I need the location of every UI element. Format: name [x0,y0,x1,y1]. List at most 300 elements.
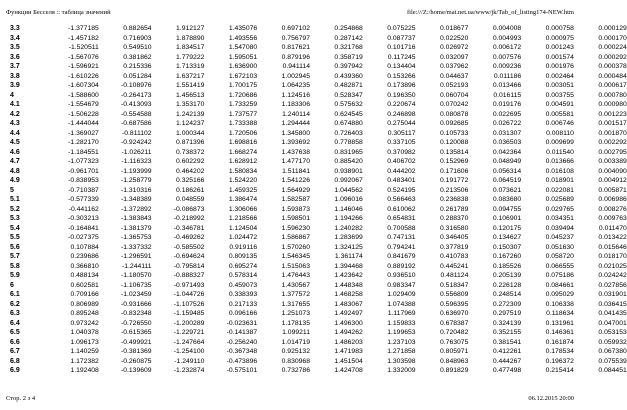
value-cell: 1.468258 [334,291,363,298]
value-cell: 1.580834 [228,167,258,175]
value-cell: 1.546345 [281,253,310,260]
value-cell: 0.287142 [334,34,363,42]
x-value-cell: 4.5 [10,139,20,146]
x-value-cell: 3.6 [10,53,20,61]
page-footer [6,394,574,404]
value-cell: -0.832348 [120,310,152,317]
value-cell: 0.101716 [387,44,416,51]
value-cell: 0.483401 [387,177,416,184]
x-value-cell: 5.5 [10,234,20,241]
value-cell: -1.506228 [68,110,99,118]
value-cell: 1.541226 [281,177,310,184]
table-row [8,214,627,224]
footer-datetime: 06.12.2015 20:00 [528,395,574,402]
value-cell: 0.830968 [281,357,310,365]
value-cell: 0.018170 [598,253,627,260]
value-cell: 0.882654 [123,25,152,32]
value-cell: 0.848963 [440,357,469,365]
value-cell: 0.026722 [492,120,522,127]
value-cell: 0.013466 [492,82,522,89]
value-cell: 0.146361 [545,329,574,336]
value-cell: 0.037962 [440,63,469,70]
table-row [8,43,627,53]
value-cell: 0.377819 [440,243,469,251]
value-cell: -0.086873 [173,205,205,213]
value-cell: 0.720482 [440,329,469,336]
value-cell: 0.039494 [545,224,574,232]
table-row [8,233,627,243]
table-row [8,366,627,376]
value-cell: 0.006746 [545,120,574,127]
value-cell: 1.237103 [387,338,416,346]
value-cell: 1.733388 [228,120,258,127]
value-cell: -0.575101 [226,367,258,374]
value-cell: 0.134627 [492,234,522,241]
value-cell: 1.194266 [334,215,363,222]
value-cell: 1.551419 [176,82,205,89]
value-cell: 0.026972 [440,44,469,51]
table-row [8,262,627,272]
value-cell: 0.756797 [281,34,310,42]
value-cell: 1.476443 [281,272,310,279]
value-cell: 0.261789 [440,205,469,213]
value-cell: 0.004008 [492,25,522,32]
value-cell: 0.288370 [440,215,469,222]
value-cell: 0.117245 [387,53,416,61]
value-cell: 0.032097 [440,53,469,61]
value-cell: 0.246898 [387,110,416,118]
value-cell: -1.232874 [173,367,205,374]
value-cell: 0.381541 [492,338,522,346]
value-cell: 1.014719 [281,338,310,346]
value-cell: -0.811102 [121,129,152,137]
value-cell: 0.029765 [545,205,574,213]
value-cell: 0.871396 [176,139,205,146]
value-cell: 0.009763 [598,215,627,222]
value-cell: 0.000224 [598,44,627,51]
value-cell: 0.477498 [492,367,522,374]
value-cell: 0.352155 [492,329,522,336]
value-cell: 0.019176 [492,101,522,108]
value-cell: 1.423642 [334,272,363,279]
value-cell: 0.096166 [228,310,258,317]
value-cell: 0.370982 [387,148,416,156]
table-row [8,81,627,91]
table-row [8,138,627,148]
x-value-cell: 4.4 [10,129,20,137]
value-cell: 1.515063 [281,262,310,270]
table-row [8,110,627,120]
value-cell: 0.236838 [440,196,469,203]
x-value-cell: 3.3 [10,25,20,32]
value-cell: 1.636900 [228,63,258,70]
value-cell: 1.700175 [228,82,258,89]
value-cell: 1.437638 [281,148,310,156]
x-value-cell: 4.1 [10,101,20,108]
value-cell: 0.008110 [546,129,574,137]
table-row [8,34,627,44]
x-value-cell: 6.1 [10,291,20,298]
value-cell: 0.067380 [598,348,627,355]
value-cell: 0.220674 [387,101,416,108]
value-cell: -1.044726 [173,291,205,298]
value-cell: 0.152969 [440,158,469,165]
value-cell: 0.015646 [598,243,627,251]
value-cell: 0.186261 [176,186,205,194]
value-cell: 0.084661 [545,281,574,289]
value-cell: 1.492497 [334,310,363,317]
value-cell: 1.448348 [334,281,363,289]
table-row [8,319,627,329]
table-row [8,252,627,262]
value-cell: -0.027375 [68,234,99,241]
value-cell: 1.172382 [70,357,99,365]
value-cell: -0.795814 [173,262,205,270]
value-cell: -1.229721 [173,329,205,336]
value-cell: -0.164841 [68,224,99,232]
value-cell: -0.381369 [120,348,152,355]
value-cell: 0.549510 [123,44,152,51]
value-cell: 0.000484 [598,72,627,80]
value-cell: -0.367348 [226,348,258,355]
value-cell: 0.624545 [334,110,363,118]
x-value-cell: 6.4 [10,319,20,327]
value-cell: 1.720506 [228,129,258,137]
table-row [8,53,627,63]
value-cell: 0.011540 [546,148,574,156]
value-cell: 0.439360 [334,72,363,80]
value-cell: -0.838953 [68,177,99,184]
value-cell: 0.045237 [545,234,574,241]
value-cell: 0.011470 [598,224,627,232]
value-cell: 1.424708 [334,367,363,374]
value-cell: 0.016115 [493,91,522,99]
value-cell: -0.585502 [173,243,205,251]
value-cell: -0.888327 [173,272,205,279]
value-cell: 0.992067 [334,177,363,184]
value-cell: 0.805971 [440,348,469,355]
table-row [8,148,627,158]
value-cell: 0.075186 [545,272,574,279]
value-cell: 0.002292 [598,139,627,146]
value-cell: 0.464202 [176,167,205,175]
value-cell: 0.602292 [176,158,205,165]
value-cell: 0.006172 [492,44,522,51]
x-value-cell: 4.9 [10,177,20,184]
value-cell: 1.361174 [334,253,363,260]
value-cell: 0.059932 [598,338,627,346]
table-row [8,357,627,367]
value-cell: 1.456513 [176,91,205,99]
value-cell: 0.305117 [387,129,416,137]
value-cell: 1.353170 [176,101,205,108]
value-cell: 1.271858 [387,348,416,355]
value-cell: 0.006986 [598,196,627,203]
value-cell: 0.001243 [545,44,574,51]
value-cell: 1.303598 [387,357,416,365]
value-cell: 1.317655 [281,300,310,308]
value-cell: 1.459325 [228,186,258,194]
value-cell: 0.879196 [281,53,310,61]
value-cell: 0.794241 [387,243,416,251]
value-cell: 1.096016 [334,196,363,203]
table-row [8,72,627,82]
value-cell: 1.242139 [176,110,205,118]
value-cell: 0.073621 [492,186,522,194]
value-cell: 0.000780 [598,91,627,99]
value-cell: 0.324139 [492,319,522,327]
value-cell: 1.586867 [281,234,310,241]
value-cell: -0.413093 [120,101,152,108]
value-cell: -1.310316 [120,186,152,194]
value-cell: -1.457182 [68,34,99,42]
value-cell: 0.052193 [440,82,469,89]
value-cell: 0.011186 [493,72,522,80]
value-cell: 1.040378 [70,329,99,336]
value-cell: 1.471983 [334,348,363,355]
x-value-cell: 3.7 [10,63,20,70]
value-cell: 1.064235 [281,82,310,89]
value-cell: -0.615365 [120,329,152,336]
table-row [8,129,627,139]
value-cell: 1.483067 [334,300,363,308]
value-cell: 0.009236 [492,63,522,70]
table-row [8,91,627,101]
table-row [8,62,627,72]
value-cell: 1.183306 [281,101,310,108]
value-cell: 1.074388 [387,300,416,308]
value-cell: -0.218992 [173,215,205,222]
value-cell: 1.192408 [70,367,99,374]
value-cell: 1.251073 [281,310,310,317]
value-cell: 1.493556 [228,34,258,42]
value-cell: -1.369027 [68,129,99,137]
value-cell: 0.064519 [492,177,522,184]
value-cell: 0.095029 [545,291,574,298]
value-cell: 0.358719 [334,53,363,61]
value-cell: 1.524220 [228,177,258,184]
x-value-cell: 5.9 [10,272,20,279]
value-cell: -1.337332 [120,243,152,251]
table-row [8,176,627,186]
value-cell: 1.628912 [228,158,258,165]
value-cell: 0.000170 [598,34,627,42]
value-cell: 0.004912 [598,177,627,184]
value-cell: 1.002945 [281,72,310,80]
value-cell: 0.084451 [598,367,627,374]
value-cell: -1.348389 [120,196,152,203]
value-cell: 0.709166 [70,291,99,298]
value-cell: 0.003755 [545,91,574,99]
value-cell: 0.058720 [545,253,574,260]
value-cell: 1.834517 [176,44,205,51]
value-cell: 0.254868 [334,25,363,32]
value-cell: -0.139609 [120,367,152,374]
value-cell: 0.042364 [492,148,522,156]
value-cell: 0.005871 [598,186,627,194]
value-cell: -0.726550 [120,319,152,327]
value-cell: 0.041435 [598,310,627,317]
x-value-cell: 4.7 [10,158,20,165]
value-cell: 0.575632 [334,101,363,108]
value-cell: -1.520511 [68,44,99,51]
value-cell: -1.244111 [121,262,152,270]
value-cell: 0.297519 [492,310,522,317]
value-cell: 0.167260 [492,253,522,260]
value-cell: 0.938901 [334,167,363,175]
value-cell: -1.377185 [68,25,99,32]
x-value-cell: 4.8 [10,167,20,175]
page-header [6,8,574,18]
value-cell: 0.518347 [440,281,469,289]
value-cell: 0.488134 [70,272,99,279]
value-cell: 0.005581 [545,110,574,118]
x-value-cell: 5.8 [10,262,20,270]
value-cell: 0.022081 [545,186,574,194]
value-cell: 0.809135 [228,253,258,260]
value-cell: 0.031901 [598,291,627,298]
value-cell: 0.459073 [228,281,258,289]
value-cell: -0.499921 [120,338,152,346]
value-cell: 0.000378 [598,63,627,70]
table-row [8,300,627,310]
value-cell: 1.593873 [281,205,310,213]
value-cell: 0.215414 [545,367,574,374]
value-cell: 0.013666 [545,158,574,165]
value-cell: 0.004993 [492,34,522,42]
value-cell: 1.737577 [228,110,258,118]
header-title: Функции Бесселя :: таблица значений [6,9,111,16]
value-cell: 1.345800 [281,129,310,137]
value-cell: 0.001976 [545,63,574,70]
value-cell: 0.481124 [440,272,469,279]
value-cell: 0.610062 [387,205,416,213]
x-value-cell: 3.8 [10,72,20,80]
value-cell: 0.118634 [546,310,574,317]
value-cell: -1.180570 [120,272,152,279]
value-cell: 0.021025 [598,262,627,270]
bessel-values-table [8,24,627,376]
value-cell: -0.260875 [120,357,152,365]
value-cell: 1.240114 [282,110,310,118]
x-value-cell: 3.4 [10,34,20,42]
value-cell: 1.024472 [228,234,258,241]
value-cell: 1.779222 [176,53,205,61]
value-cell: -0.971493 [173,281,205,289]
value-cell: 0.983347 [387,281,416,289]
value-cell: 0.316580 [440,224,469,232]
x-value-cell: 4.2 [10,110,20,118]
value-cell: 1.240282 [334,224,363,232]
x-value-cell: 5 [10,186,14,194]
value-cell: 0.083680 [492,196,522,203]
value-cell: 0.008276 [598,205,627,213]
value-cell: 0.196350 [387,91,416,99]
value-cell: 0.726403 [334,129,363,137]
value-cell: 0.337105 [387,139,416,146]
value-cell: 0.556809 [440,291,469,298]
table-row [8,347,627,357]
value-cell: 1.117969 [387,310,416,317]
value-cell: 0.248514 [492,291,522,298]
value-cell: 1.494262 [334,329,363,336]
value-cell: 0.738372 [176,148,205,156]
value-cell: 0.001223 [598,110,627,118]
value-cell: 0.075539 [598,357,627,365]
value-cell: 0.080878 [440,110,469,118]
value-cell: 1.435076 [228,25,258,32]
value-cell: 0.004090 [598,167,627,175]
value-cell: 0.636970 [440,310,469,317]
value-cell: 0.094755 [492,205,522,213]
value-cell: 0.070242 [440,101,469,108]
value-cell: -1.444044 [68,120,99,127]
value-cell: 0.321768 [334,44,363,51]
value-cell: 0.120175 [492,224,522,232]
value-cell: 0.034351 [545,215,574,222]
value-cell: 0.841679 [387,253,416,260]
value-cell: 1.377572 [281,291,310,298]
value-cell: 1.511841 [282,167,310,175]
value-cell: 0.732786 [281,367,310,374]
value-cell: 0.338393 [228,291,258,298]
value-cell: -0.108976 [120,82,152,89]
value-cell: -0.577339 [68,196,99,203]
value-cell: 0.831965 [334,148,363,156]
value-cell: 1.733259 [228,101,258,108]
value-cell: 0.001574 [545,53,574,61]
value-cell: -0.687586 [120,120,152,127]
x-value-cell: 5.7 [10,253,20,260]
value-cell: -0.346781 [173,224,205,232]
table-row [8,186,627,196]
value-cell: -1.249110 [174,357,205,365]
value-cell: -1.282170 [68,139,99,146]
value-cell: 0.654831 [387,215,416,222]
value-cell: 1.044562 [334,186,363,194]
table-row [8,119,627,129]
value-cell: 0.272309 [492,300,522,308]
value-cell: 0.191772 [440,177,469,184]
value-cell: 0.566463 [387,196,416,203]
table-body [8,24,627,376]
x-value-cell: 6.7 [10,348,20,355]
value-cell: -1.200289 [173,319,205,327]
value-cell: 0.366810 [70,262,99,270]
value-cell: 0.003389 [598,158,627,165]
value-cell: 0.973242 [70,319,99,327]
value-cell: 0.817621 [281,44,310,51]
table-row [8,338,627,348]
value-cell: -1.554679 [68,101,99,108]
x-value-cell: 4 [10,91,14,99]
value-cell: 0.066555 [545,262,574,270]
value-cell: 0.153266 [387,72,416,80]
value-cell: 0.036503 [492,139,522,146]
value-cell: 0.075225 [387,25,416,32]
table-row [8,157,627,167]
value-cell: 1.878890 [176,34,205,42]
value-cell: 1.713319 [176,63,205,70]
x-value-cell: 6.6 [10,338,20,346]
value-cell: -1.247664 [173,338,205,346]
value-cell: 0.941114 [282,63,310,70]
x-value-cell: 6.8 [10,357,20,365]
value-cell: 1.124237 [176,120,205,127]
value-cell: 1.595051 [228,53,258,61]
value-cell: 0.131961 [545,319,574,327]
value-cell: 0.053153 [598,329,627,336]
